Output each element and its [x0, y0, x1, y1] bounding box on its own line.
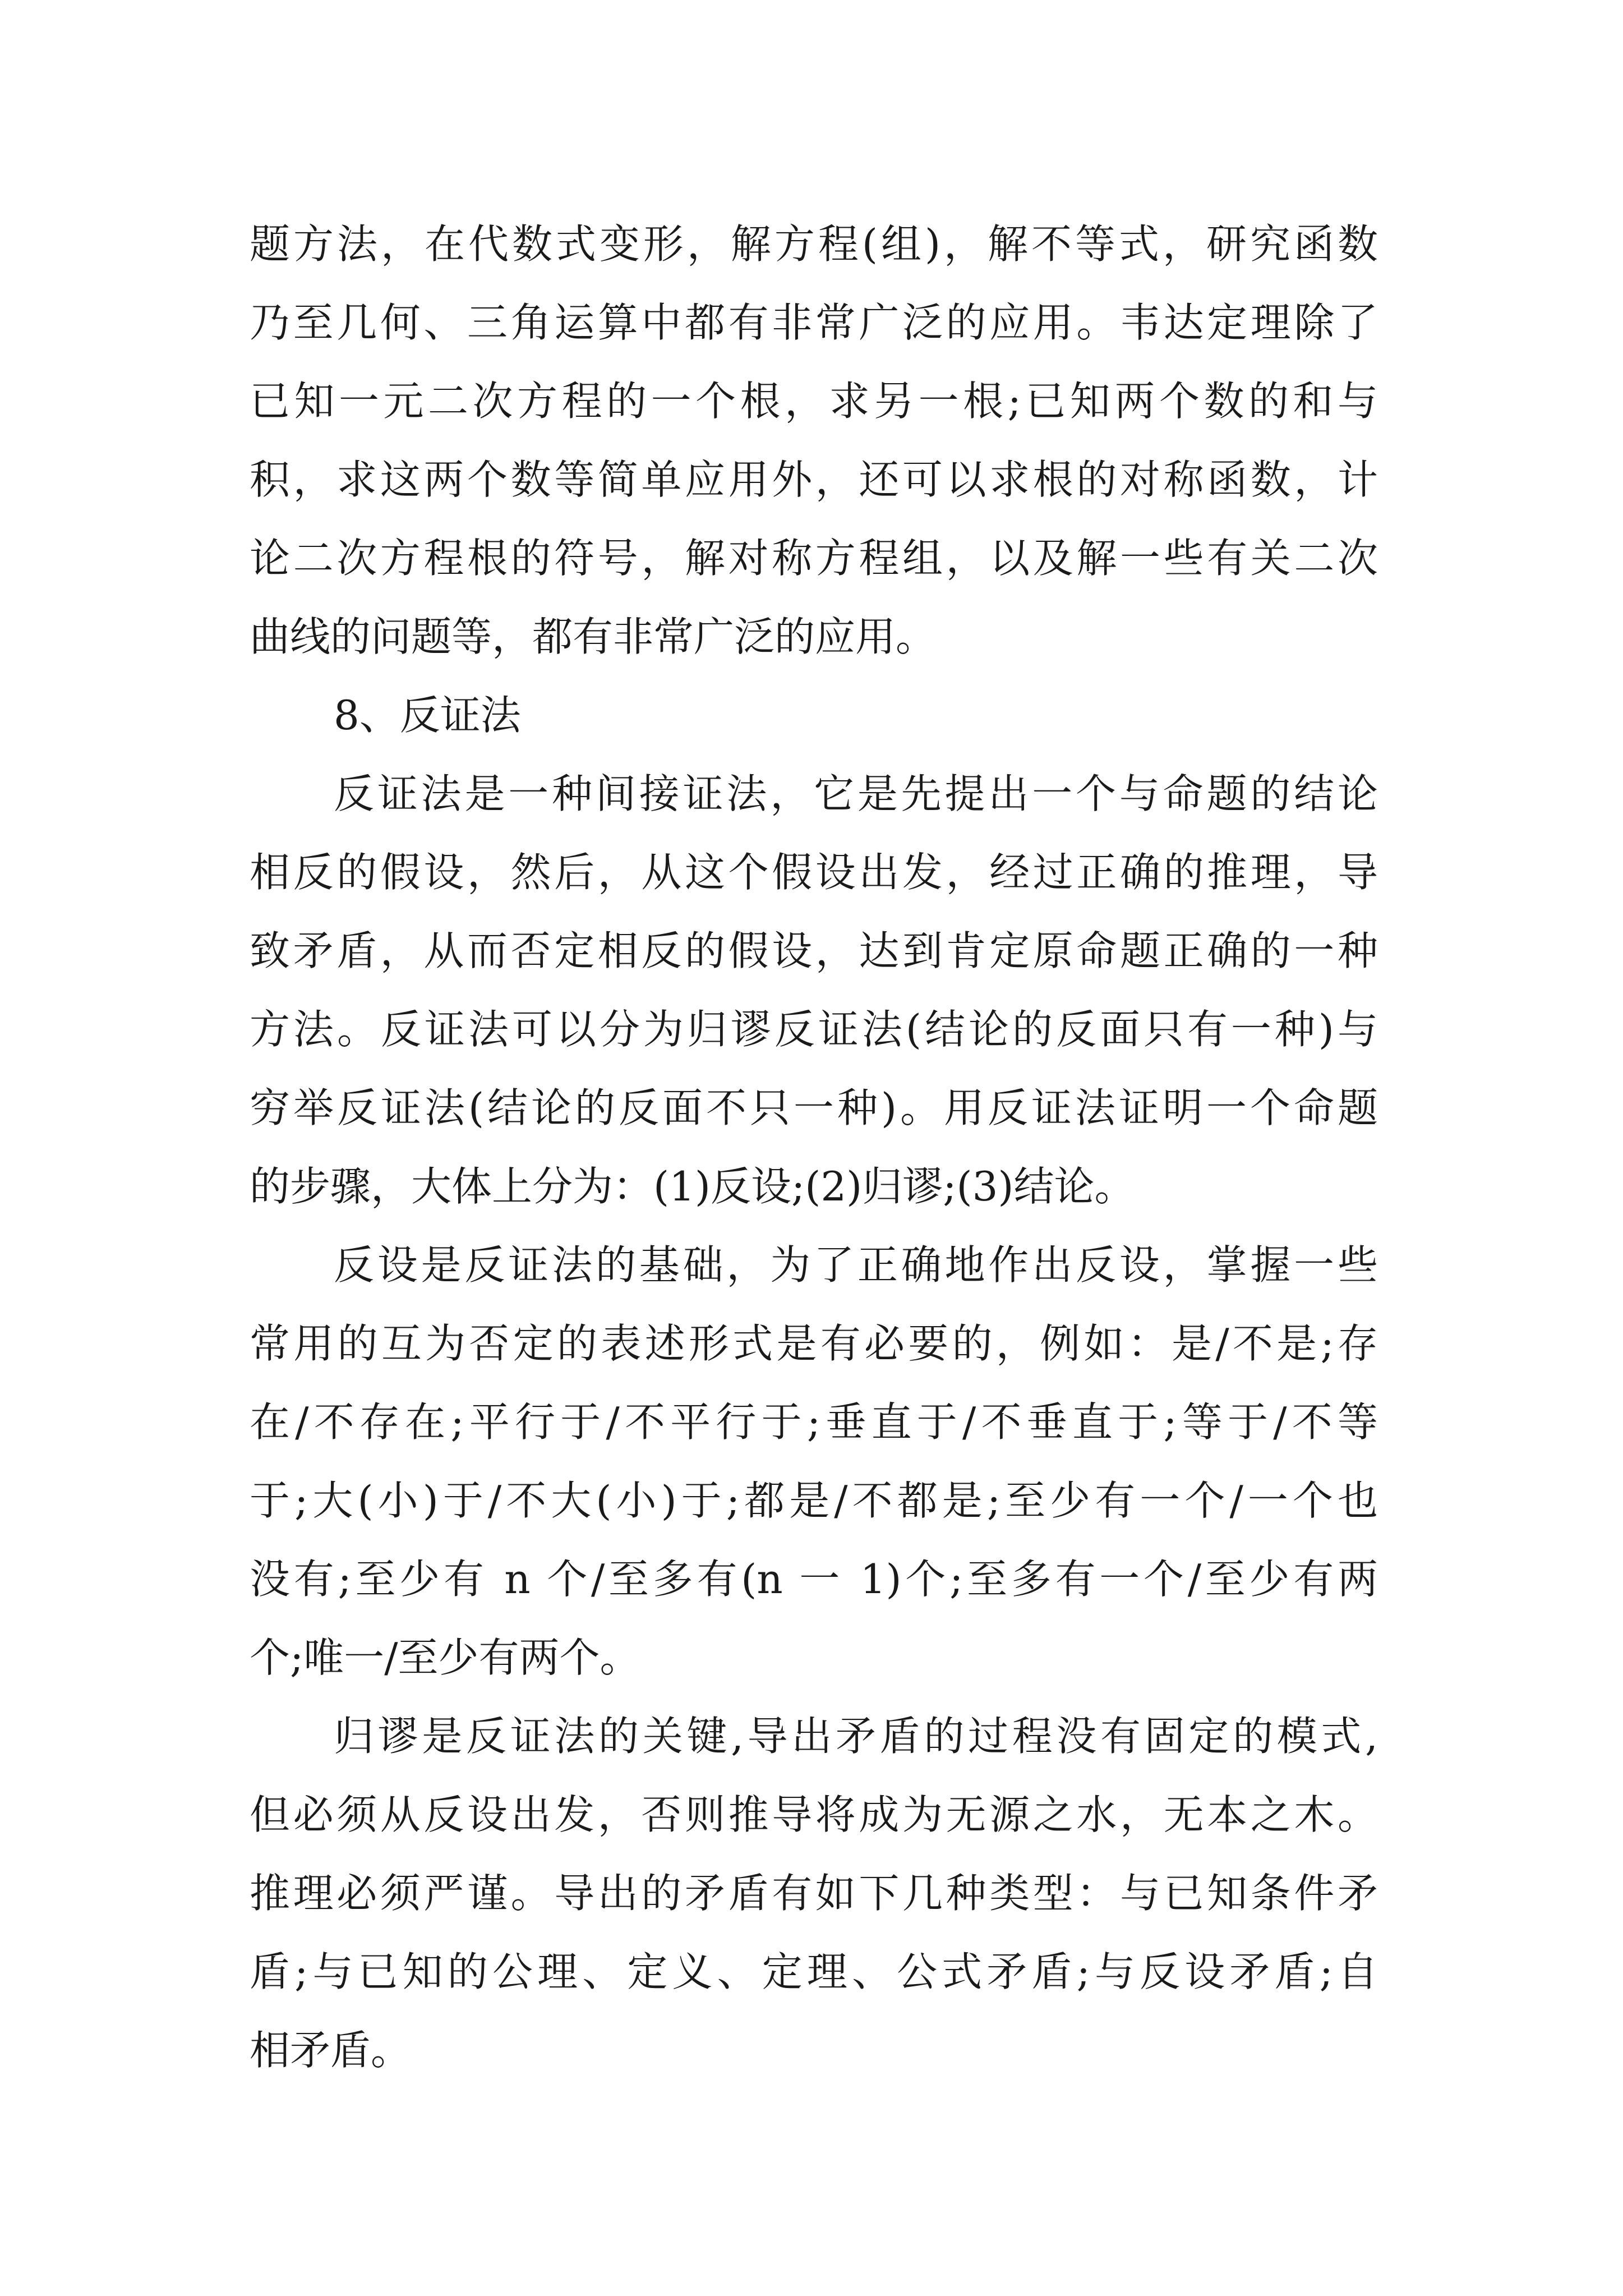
text-line: 但必须从反设出发，否则推导将成为无源之水，无本之木。 [250, 1791, 1378, 1838]
text-line: 推理必须严谨。导出的矛盾有如下几种类型：与已知条件矛 [250, 1870, 1378, 1917]
paragraph-contradiction [250, 1697, 1378, 2090]
text-line: 于;大(小)于/不大(小)于;都是/不都是;至少有一个/一个也 [250, 1477, 1378, 1524]
text-line: 归谬是反证法的关键,导出矛盾的过程没有固定的模式, [334, 1713, 1378, 1760]
section-heading [250, 676, 1378, 754]
text-line: 已知一元二次方程的一个根，求另一根;已知两个数的和与 [250, 378, 1378, 425]
paragraph-definition [250, 754, 1378, 1226]
text-line: 相矛盾。 [250, 2027, 412, 2074]
text-line: 个;唯一/至少有两个。 [250, 1634, 640, 1681]
text-line: 穷举反证法(结论的反面不只一种)。用反证法证明一个命题 [250, 1084, 1378, 1131]
text-line: 论二次方程根的符号，解对称方程组，以及解一些有关二次 [250, 535, 1378, 582]
text-line: 曲线的问题等，都有非常广泛的应用。 [250, 613, 937, 660]
text-line: 常用的互为否定的表述形式是有必要的，例如：是/不是;存 [250, 1320, 1378, 1367]
text-line: 没有;至少有 n 个/至多有(n 一 1)个;至多有一个/至少有两 [250, 1556, 1378, 1603]
paragraph-intro-continued [250, 205, 1378, 676]
paragraph-negation-forms [250, 1226, 1378, 1697]
text-line: 相反的假设，然后，从这个假设出发，经过正确的推理，导 [250, 849, 1378, 896]
heading-text: 8、反证法 [334, 692, 521, 739]
text-line: 乃至几何、三角运算中都有非常广泛的应用。韦达定理除了 [250, 299, 1378, 346]
text-line: 盾;与已知的公理、定义、定理、公式矛盾;与反设矛盾;自 [250, 1948, 1378, 1995]
document-body [250, 205, 1378, 2090]
text-line: 反设是反证法的基础，为了正确地作出反设，掌握一些 [334, 1241, 1378, 1289]
text-line: 反证法是一种间接证法，它是先提出一个与命题的结论 [334, 770, 1378, 817]
text-line: 在/不存在;平行于/不平行于;垂直于/不垂直于;等于/不等 [250, 1398, 1378, 1446]
text-line: 致矛盾，从而否定相反的假设，达到肯定原命题正确的一种 [250, 927, 1378, 974]
text-line: 的步骤，大体上分为：(1)反设;(2)归谬;(3)结论。 [250, 1163, 1135, 1210]
text-line: 积，求这两个数等简单应用外，还可以求根的对称函数，计 [250, 456, 1378, 503]
text-line: 题方法，在代数式变形，解方程(组)，解不等式，研究函数 [250, 220, 1378, 268]
text-line: 方法。反证法可以分为归谬反证法(结论的反面只有一种)与 [250, 1006, 1378, 1053]
